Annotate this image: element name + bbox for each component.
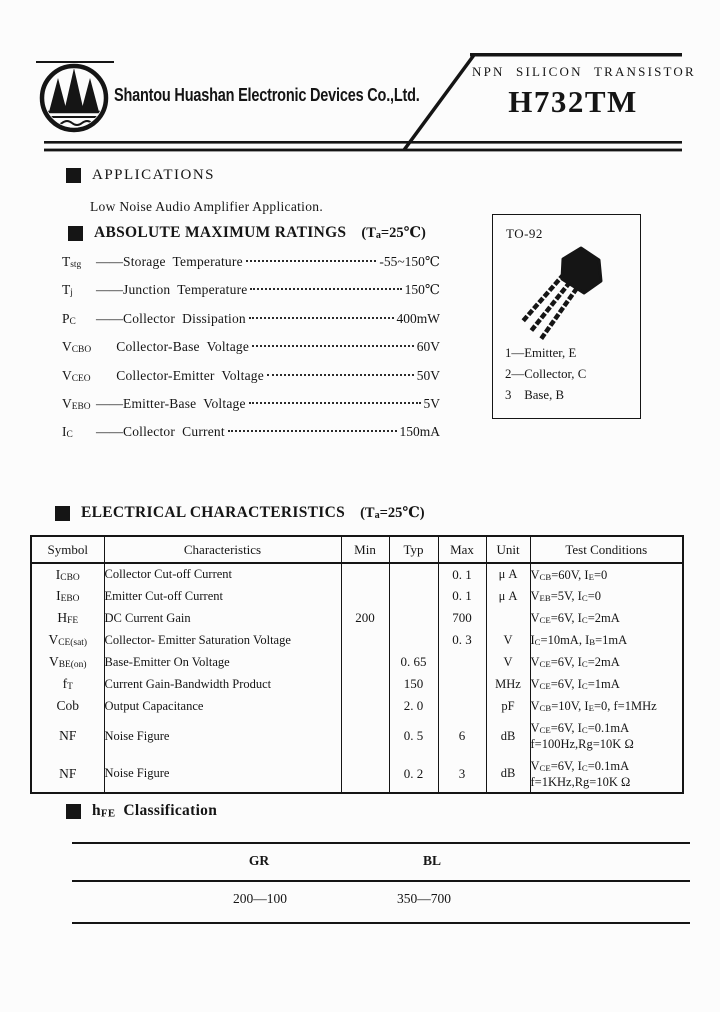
max-cell: 3 — [438, 755, 486, 793]
max-cell — [438, 651, 486, 673]
conditions-cell — [530, 629, 683, 651]
elec-char-heading — [55, 504, 425, 522]
max-cell: 0. 1 — [438, 563, 486, 585]
characteristic-cell: Output Capacitance — [104, 695, 341, 717]
characteristic-cell: Current Gain-Bandwidth Product — [104, 673, 341, 695]
symbol-cell: $I_{EBO}$ — [31, 585, 104, 607]
rating-item — [62, 282, 440, 310]
condition-line: $V_{EB}=5V$, $I_C=0$ — [530, 589, 602, 604]
min-cell — [341, 717, 389, 755]
rating-symbol: $T_j$ — [62, 282, 73, 299]
rating-value: -55~150℃ — [379, 254, 440, 269]
table-row — [31, 629, 683, 651]
unit-cell: V — [486, 629, 530, 651]
conditions-cell — [530, 673, 683, 695]
condition-line: $I_C=10mA$, $I_B=1mA$ — [530, 633, 628, 648]
rating-value: 150mA — [399, 424, 440, 440]
dot-leader — [249, 402, 421, 404]
rating-name: Collector-Emitter Voltage — [116, 367, 264, 383]
condition-line: $V_{CE}=6V$, $I_C=2mA$ — [530, 611, 620, 626]
unit-cell: V — [486, 651, 530, 673]
symbol-cell: NF — [31, 755, 104, 793]
min-cell: 200 — [341, 607, 389, 629]
classification-value-bl: 350—700 — [397, 891, 451, 906]
condition-line: $V_{CB}=60V$, $I_E=0$ — [530, 567, 608, 582]
rating-symbol: $I_C$ — [62, 424, 73, 441]
symbol-cell: $H_{FE}$ — [31, 607, 104, 629]
ratings-list — [62, 254, 440, 453]
symbol-cell: NF — [31, 717, 104, 755]
rating-value: 60V — [416, 339, 440, 355]
unit-cell: MHz — [486, 673, 530, 695]
abs-max-heading — [68, 224, 426, 242]
max-cell: 700 — [438, 607, 486, 629]
unit-cell: μ A — [486, 563, 530, 585]
conditions-cell — [530, 717, 683, 755]
condition-line: $V_{CE}=6V$, $I_C=0.1mA$ — [530, 758, 630, 773]
rating-connector: —— — [96, 424, 123, 440]
rating-name: Collector-Base Voltage — [116, 339, 250, 355]
table-header-row — [31, 536, 683, 563]
rating-name: Emitter-Base Voltage — [123, 395, 246, 411]
classification-symbol: $h_{FE}$ — [92, 802, 116, 820]
condition-line: f=100Hz,Rg=10K Ω — [530, 737, 634, 751]
dot-leader — [250, 288, 401, 290]
abs-max-title: ABSOLUTE MAXIMUM RATINGS — [94, 224, 347, 241]
rating-value: 5V — [423, 395, 440, 411]
conditions-cell — [530, 607, 683, 629]
typ-cell — [389, 585, 438, 607]
min-cell — [341, 629, 389, 651]
rating-value: 50V — [416, 367, 440, 383]
rating-item — [62, 254, 440, 282]
typ-cell: 0. 5 — [389, 717, 438, 755]
transistor-type-label: NPN SILICON TRANSISTOR — [472, 64, 696, 79]
max-cell — [438, 695, 486, 717]
table-row — [31, 651, 683, 673]
min-cell — [341, 585, 389, 607]
symbol-cell: $I_{CBO}$ — [31, 563, 104, 585]
applications-heading — [66, 167, 215, 184]
table-row — [31, 755, 683, 793]
characteristic-cell: Noise Figure — [104, 755, 341, 793]
column-header-test-conditions: Test Conditions — [530, 536, 683, 563]
applications-text: Low Noise Audio Amplifier Application. — [90, 199, 324, 214]
electrical-characteristics-table — [30, 535, 684, 794]
typ-cell — [389, 607, 438, 629]
typ-cell — [389, 563, 438, 585]
abs-max-condition: $(T_a=25℃)$ — [361, 225, 426, 242]
pin-label: 2—Collector, C — [505, 367, 587, 381]
table-row — [31, 607, 683, 629]
pin-label: 3 Base, B — [505, 388, 565, 402]
classification-value-gr: 200—100 — [233, 891, 287, 906]
condition-line: $V_{CE}=6V$, $I_C=0.1mA$ — [530, 721, 630, 736]
column-header-symbol: Symbol — [31, 536, 104, 563]
dot-leader — [249, 317, 394, 319]
classification-table — [72, 842, 690, 924]
to92-package-icon — [511, 243, 623, 343]
symbol-cell: $V_{BE(on)}$ — [31, 651, 104, 673]
max-cell: 0. 3 — [438, 629, 486, 651]
rating-connector: —— — [96, 395, 123, 411]
rating-name: Collector Dissipation — [123, 310, 246, 326]
min-cell — [341, 755, 389, 793]
table-row — [31, 563, 683, 585]
rating-item — [62, 311, 440, 339]
conditions-cell — [530, 585, 683, 607]
square-bullet-icon — [68, 226, 83, 241]
classification-column-gr: GR — [248, 853, 270, 868]
part-number: H732TM — [508, 84, 638, 119]
typ-cell: 0. 2 — [389, 755, 438, 793]
rating-symbol: $V_{CEO}$ — [62, 367, 91, 384]
condition-line: $V_{CB}=10V$, $I_E=0$, f=1MHz — [530, 699, 657, 714]
column-header-min: Min — [341, 536, 389, 563]
characteristic-cell: Emitter Cut-off Current — [104, 585, 341, 607]
applications-title: APPLICATIONS — [92, 167, 216, 183]
dot-leader — [267, 374, 414, 376]
rating-connector: —— — [96, 254, 123, 269]
rating-symbol: $P_C$ — [62, 310, 76, 327]
package-outline-box — [492, 214, 641, 419]
square-bullet-icon — [66, 804, 81, 819]
classification-heading — [66, 802, 217, 820]
rating-name: Collector Current — [123, 424, 225, 440]
package-name: TO-92 — [506, 226, 543, 241]
typ-cell: 150 — [389, 673, 438, 695]
characteristic-cell: Base-Emitter On Voltage — [104, 651, 341, 673]
typ-cell — [389, 629, 438, 651]
condition-line: f=1KHz,Rg=10K Ω — [530, 774, 631, 789]
symbol-cell: Cob — [31, 695, 104, 717]
characteristic-cell: Collector Cut-off Current — [104, 563, 341, 585]
pin-label: 1—Emitter, E — [505, 346, 577, 360]
rating-connector — [96, 368, 116, 384]
pin-list — [505, 343, 586, 406]
column-header-typ: Typ — [389, 536, 438, 563]
characteristic-cell: Noise Figure — [104, 717, 341, 755]
rating-value: 150℃ — [404, 282, 440, 298]
rating-connector: —— — [96, 282, 123, 298]
characteristic-cell: Collector- Emitter Saturation Voltage — [104, 629, 341, 651]
rating-item — [62, 368, 440, 396]
max-cell: 6 — [438, 717, 486, 755]
classification-title: Classification — [123, 802, 218, 819]
rating-symbol: $V_{EBO}$ — [62, 395, 91, 413]
classification-divider — [72, 880, 690, 882]
unit-cell: μ A — [486, 585, 530, 607]
table-body — [31, 563, 683, 793]
rating-item — [62, 424, 440, 452]
rating-symbol: $T_{stg}$ — [62, 254, 82, 271]
rating-item — [62, 396, 440, 424]
elec-char-condition: $(T_a=25℃)$ — [360, 505, 425, 522]
rating-connector: —— — [96, 310, 123, 326]
condition-line: $V_{CE}=6V$, $I_C=1mA$ — [530, 677, 620, 692]
square-bullet-icon — [55, 506, 70, 521]
rating-item — [62, 339, 440, 367]
rating-connector — [96, 339, 116, 355]
rating-symbol: $V_{CBO}$ — [62, 339, 92, 356]
unit-cell — [486, 607, 530, 629]
elec-char-title: ELECTRICAL CHARACTERISTICS — [81, 504, 346, 521]
column-header-max: Max — [438, 536, 486, 563]
conditions-cell — [530, 563, 683, 585]
table-row — [31, 695, 683, 717]
symbol-cell: $f_T$ — [31, 673, 104, 695]
max-cell: 0. 1 — [438, 585, 486, 607]
unit-cell: pF — [486, 695, 530, 717]
classification-column-bl: BL — [422, 853, 442, 868]
conditions-cell — [530, 651, 683, 673]
symbol-cell: $V_{CE(sat)}$ — [31, 629, 104, 651]
rating-name: Storage Temperature — [123, 254, 243, 269]
table-row — [31, 717, 683, 755]
unit-cell: dB — [486, 717, 530, 755]
company-logo-icon — [34, 50, 116, 142]
conditions-cell — [530, 755, 683, 793]
dot-leader — [252, 345, 414, 347]
max-cell — [438, 673, 486, 695]
rating-name: Junction Temperature — [123, 282, 248, 298]
rating-value: 400mW — [396, 310, 440, 326]
min-cell — [341, 563, 389, 585]
dot-leader — [228, 430, 397, 432]
column-header-unit: Unit — [486, 536, 530, 563]
table-row — [31, 585, 683, 607]
company-name: Shantou Huashan Electronic Devices Co.,Ltd. — [114, 85, 420, 107]
column-header-characteristics: Characteristics — [104, 536, 341, 563]
min-cell — [341, 651, 389, 673]
min-cell — [341, 695, 389, 717]
table-row — [31, 673, 683, 695]
conditions-cell — [530, 695, 683, 717]
min-cell — [341, 673, 389, 695]
characteristic-cell: DC Current Gain — [104, 607, 341, 629]
dot-leader — [246, 260, 377, 262]
condition-line: $V_{CE}=6V$, $I_C=2mA$ — [530, 655, 620, 670]
typ-cell: 2. 0 — [389, 695, 438, 717]
unit-cell: dB — [486, 755, 530, 793]
typ-cell: 0. 65 — [389, 651, 438, 673]
square-bullet-icon — [66, 168, 81, 183]
